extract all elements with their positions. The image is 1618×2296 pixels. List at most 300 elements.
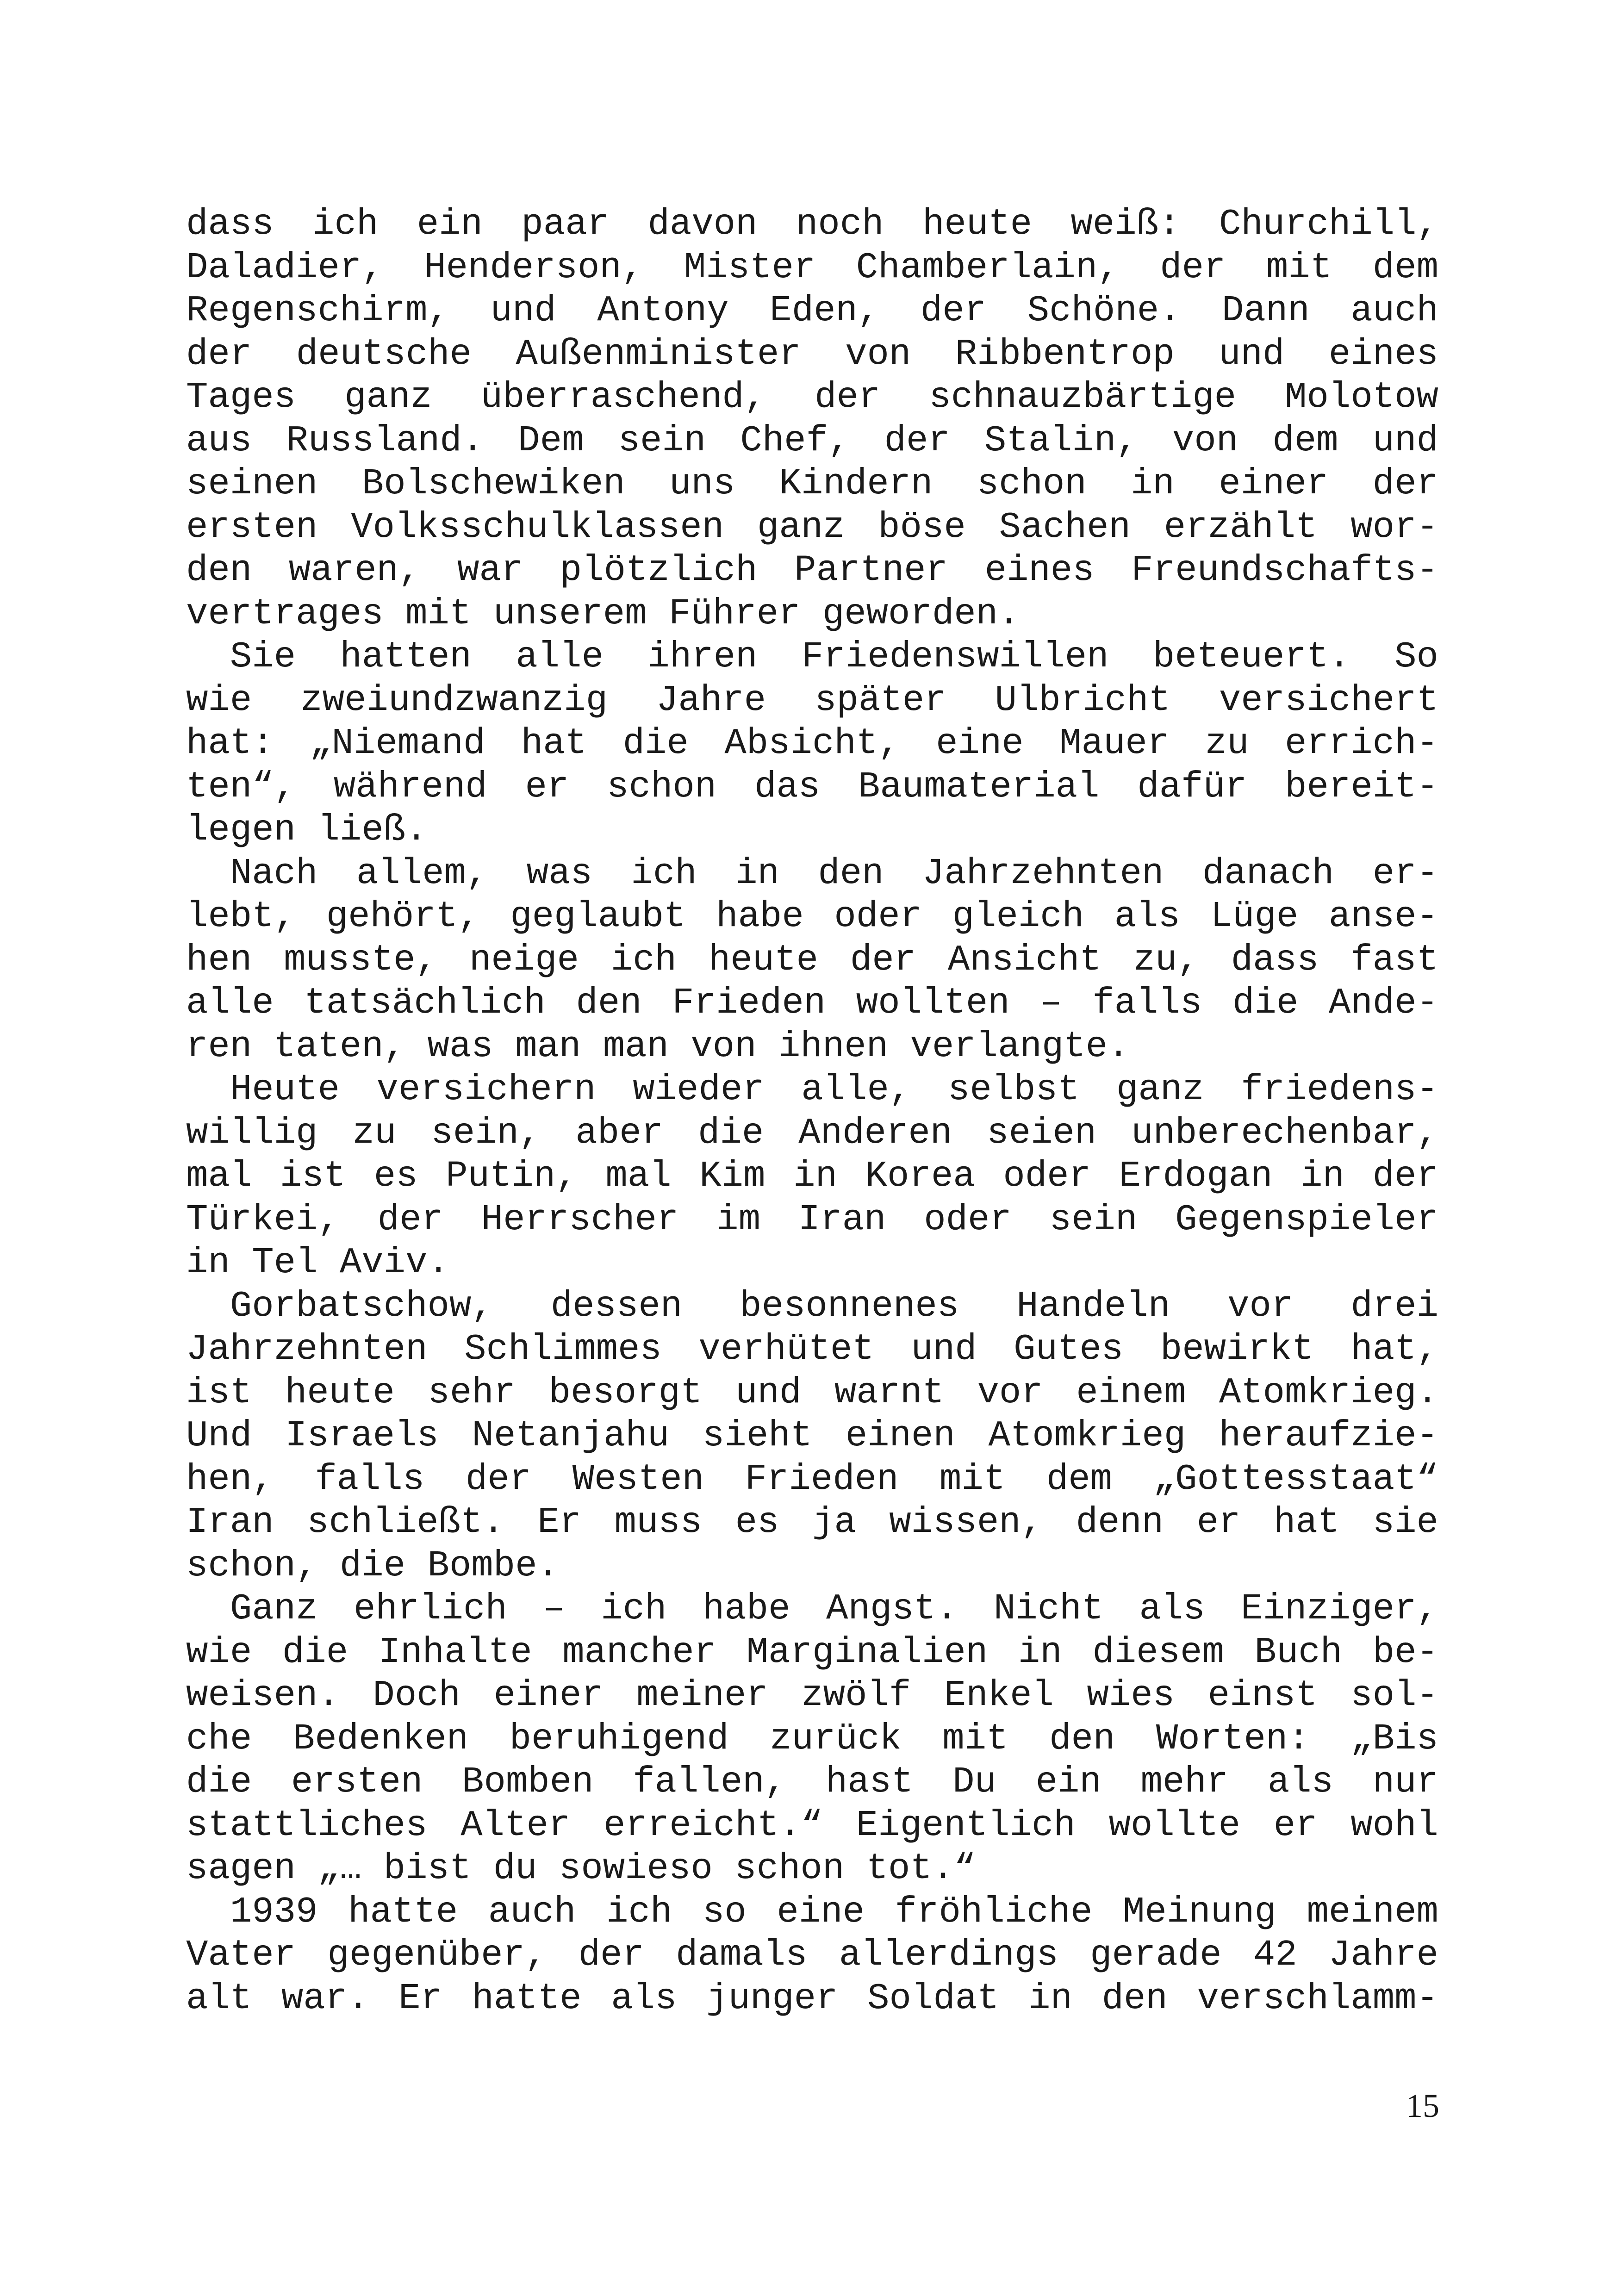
text-word: noch [796,203,884,245]
text-word: Baumaterial [858,765,1100,808]
text-word: versichert [1219,679,1438,721]
text-word: Dem [518,419,584,461]
text-word: plötzlich [560,549,758,591]
text-word: sehr [428,1371,516,1413]
text-word: beruhigend [509,1717,729,1760]
text-word: hat: [186,722,274,764]
text-word: von [1172,419,1238,461]
text-word: in [793,1155,837,1197]
text-word: eines [1328,333,1438,375]
text-word: Enkel [944,1674,1054,1716]
text-word: Frieden [672,982,826,1024]
text-word: erreicht.“ [603,1804,823,1846]
text-word: Außenminister [516,333,801,375]
text-word: nur [1372,1761,1438,1803]
text-word: erzählt [1164,506,1318,548]
text-word: hat [521,722,587,764]
text-word: – [543,1588,565,1630]
text-line [186,1501,1438,1544]
text-word: und [911,1328,977,1370]
text-word: wies [1087,1674,1175,1716]
text-word: später [815,679,946,721]
text-word: böse [878,506,966,548]
text-word: Gegenspieler [1175,1198,1438,1240]
text-word: besorgt [548,1371,703,1413]
text-word: ein [1035,1761,1101,1803]
text-word: Er [537,1501,582,1543]
text-word: heute [922,203,1033,245]
text-word: Schlimmes [464,1328,662,1370]
text-word: sieht [702,1415,812,1456]
text-word: seinen [186,463,318,504]
text-word: Jahrzehnten [186,1328,428,1370]
text-word: er- [1372,852,1438,894]
text-word: ganz [757,506,845,548]
text-word: die [622,722,689,764]
text-word: einer [1219,463,1329,504]
text-word: zu, [1133,939,1199,981]
text-word: Sie [186,636,296,678]
text-word: Iran [186,1501,274,1543]
text-word: ersten [186,506,318,548]
text-line [186,1761,1438,1804]
text-word: mit [942,1717,1008,1760]
text-word: mit [1266,246,1332,288]
text-word: – [1040,982,1062,1024]
text-word: war [457,549,523,591]
text-word: ja [812,1501,856,1543]
text-word: einem [1076,1371,1186,1413]
text-word: dem [1272,419,1338,461]
text-word: Schöne. [1027,290,1181,331]
text-word: allerdings [839,1934,1058,1976]
text-word: 1939 [186,1891,318,1933]
text-word: warnt [834,1371,944,1413]
text-word: Anderen [798,1112,952,1154]
text-word: mancher [562,1631,716,1673]
text-word: anse- [1328,896,1438,937]
text-word: vor [1227,1285,1294,1327]
text-word: Und [186,1415,252,1456]
text-word: was [526,852,592,894]
text-word: Alter [461,1804,571,1846]
text-word: Nicht [993,1588,1104,1630]
text-word: zweiundzwanzig [300,679,608,721]
text-word: Herrscher [481,1198,679,1240]
text-word: hat, [1350,1328,1438,1370]
text-word: sol- [1350,1674,1438,1716]
text-line [186,376,1438,419]
text-word: sein [1049,1198,1138,1240]
text-word: verschlamm- [1197,1977,1438,2019]
text-line [186,1587,1438,1631]
text-word: ich [606,1891,672,1933]
text-word: aus [186,419,252,461]
text-word: Atomkrieg [988,1415,1186,1456]
text-word: Dann [1222,290,1310,331]
text-word: wohl [1350,1804,1438,1846]
text-word: in [735,852,779,894]
text-word: denn [1076,1501,1164,1543]
text-word: aber [575,1112,664,1154]
text-word: zurück [770,1717,902,1760]
text-word: gehört, [326,896,480,937]
text-word: Molotow [1285,376,1438,418]
text-word: habe [702,1588,790,1630]
text-line [186,939,1438,982]
text-word: wor- [1350,506,1438,548]
text-word: Soldat [867,1977,999,2019]
text-word: in [1301,1155,1344,1197]
text-word: der [186,333,252,375]
text-word: Putin, [446,1155,578,1197]
text-word: den [1049,1717,1115,1760]
text-word: während [333,765,487,808]
text-word: muss [614,1501,703,1543]
text-word: mal [605,1155,672,1197]
text-word: wieder [633,1069,765,1110]
text-word: er [1273,1804,1318,1846]
text-word: oder [1003,1155,1091,1197]
text-word: unberechenbar, [1131,1112,1438,1154]
text-line [186,549,1438,592]
text-word: in [1028,1977,1072,2019]
text-word: hen [186,939,252,981]
text-word: als [611,1977,677,2019]
text-line [186,1631,1438,1674]
text-word: ihren [647,636,758,678]
text-line [186,333,1438,376]
text-word: sie [1372,1501,1438,1543]
text-word: Worten: [1156,1717,1310,1760]
text-word: errich- [1285,722,1438,764]
text-word: Lüge [1210,896,1299,937]
text-line [186,289,1438,333]
text-word: Ansicht [947,939,1101,981]
text-word: ist [280,1155,346,1197]
text-word: zu [1205,722,1249,764]
text-word: heute [285,1371,395,1413]
text-word: davon [647,203,758,245]
text-line [186,1934,1438,1977]
text-word: das [754,765,821,808]
text-word: Bomben [462,1761,594,1803]
text-word: Nach [186,852,318,894]
text-line [186,1717,1438,1761]
text-word: ein [417,203,483,245]
text-line [186,1371,1438,1415]
text-word: Eigentlich [856,1804,1076,1846]
text-word: und [490,290,556,331]
text-word: es [735,1501,779,1543]
text-word: die [282,1631,348,1673]
text-word: Ande- [1328,982,1438,1024]
text-line [186,679,1438,722]
text-word: dass [1231,939,1319,981]
text-word: alle, [801,1069,911,1110]
text-line [186,852,1438,896]
text-word: schon [607,765,717,808]
text-word: willig [186,1112,318,1154]
text-word: von [845,333,911,375]
text-word: Gorbatschow, [186,1285,493,1327]
text-word: Jahrzehnten [922,852,1164,894]
text-word: deutsche [296,333,472,375]
text-word: ganz [344,376,432,418]
text-word: eine [777,1891,865,1933]
text-word: dass [186,203,274,245]
text-word: tatsächlich [304,982,546,1024]
text-word: Frieden [745,1458,899,1500]
text-word: friedens- [1241,1069,1438,1110]
text-word: Kindern [779,463,933,504]
text-word: meinem [1307,1891,1438,1933]
text-word: Iran [798,1198,886,1240]
text-word: fast [1350,939,1438,981]
text-line [186,462,1438,506]
text-word: wie [186,1631,252,1673]
text-word: hatte [472,1977,582,2019]
text-word: im [716,1198,760,1240]
text-line [186,246,1438,290]
text-word: „Niemand [310,722,485,764]
text-word: alle [186,982,274,1024]
text-word: neige [469,939,579,981]
text-word: gerade [1090,1934,1222,1976]
text-word: Kim [699,1155,765,1197]
text-word: Chef, [740,419,850,461]
text-line: sagen „… bist du sowieso schon tot.“ [186,1848,976,1889]
text-word: Jahre [656,679,766,721]
text-word: Ribbentrop [955,333,1175,375]
text-word: Meinung [1123,1891,1276,1933]
text-word: Tages [186,376,296,418]
text-word: der [1372,463,1438,504]
text-word: Volksschulklassen [351,506,724,548]
text-word: bewirkt [1160,1328,1314,1370]
text-word: Gutes [1014,1328,1124,1370]
text-word: habe [716,896,804,937]
text-word: Freundschafts- [1131,549,1438,591]
text-line [186,1155,1438,1198]
text-word: auch [488,1891,576,1933]
text-word: so [702,1891,747,1933]
text-word: Mister [684,246,816,288]
text-line [186,1804,1438,1848]
text-word: junger [706,1977,838,2019]
text-word: Henderson, [424,246,644,288]
text-word: der [815,376,881,418]
text-word: ich [312,203,379,245]
text-word: mit [940,1458,1006,1500]
text-word: Bolschewiken [361,463,625,504]
text-word: zwölf [801,1674,911,1716]
text-word: Handeln [1016,1285,1170,1327]
text-word: vor [977,1371,1043,1413]
text-word: sein, [431,1112,541,1154]
text-word: geglaubt [510,896,686,937]
text-word: weiß: [1070,203,1181,245]
text-word: meiner [636,1674,768,1716]
text-word: waren, [288,549,421,591]
text-word: ten“, [186,765,296,808]
text-word: eines [984,549,1095,591]
text-word: den [818,852,884,894]
text-word: Antony [597,290,729,331]
text-word: er [1196,1501,1241,1543]
text-word: dem [1046,1458,1113,1500]
text-word: fallen, [633,1761,787,1803]
text-word: Israels [285,1415,439,1456]
text-word: mehr [1140,1761,1229,1803]
text-line: legen ließ. [186,809,428,851]
text-line [186,1198,1438,1242]
text-word: Eden, [770,290,880,331]
text-word: Sachen [999,506,1131,548]
text-word: hast [825,1761,914,1803]
text-word: den [1101,1977,1168,2019]
text-word: Chamberlain, [856,246,1120,288]
text-line [186,1068,1438,1112]
text-word: Atomkrieg. [1219,1371,1438,1413]
text-word: Einziger, [1241,1588,1438,1630]
text-word: die [1232,982,1299,1024]
text-word: lebt, [186,896,296,937]
text-line [186,765,1438,809]
text-word: dem [1372,246,1438,288]
text-word: Türkei, [186,1198,340,1240]
text-word: hen, [186,1458,274,1500]
text-word: oder [924,1198,1012,1240]
text-word: alle [516,636,604,678]
text-word: Marginalien [746,1631,988,1673]
text-line [186,1891,1438,1934]
text-word: 42 [1253,1934,1297,1976]
text-word: Netanjahu [472,1415,670,1456]
text-word: als [1267,1761,1334,1803]
text-word: ersten [291,1761,423,1803]
text-word: diesem [1092,1631,1224,1673]
page-number: 15 [1406,2087,1439,2124]
text-word: gleich [952,896,1084,937]
text-line [186,1458,1438,1501]
text-word: es [373,1155,418,1197]
text-word: einer [493,1674,604,1716]
text-line [186,982,1438,1025]
text-word: Korea [865,1155,975,1197]
text-line: ren taten, was man man von ihnen verlangte. [186,1025,1130,1067]
text-word: „Bis [1350,1717,1438,1760]
text-line [186,1674,1438,1717]
text-word: versichern [376,1069,596,1110]
text-word: und [1372,419,1438,461]
text-word: uns [669,463,735,504]
text-word: einst [1207,1674,1318,1716]
body-text [186,203,1438,2020]
text-word: er [525,765,569,808]
text-word: der [377,1198,443,1240]
text-word: be- [1372,1631,1438,1673]
text-word: Stalin, [984,419,1138,461]
text-word: paar [521,203,610,245]
text-line: schon, die Bombe. [186,1544,559,1587]
text-word: Bedenken [292,1717,469,1760]
text-word: die [698,1112,764,1154]
text-word: Mauer [1059,722,1170,764]
text-word: bereit- [1285,765,1438,808]
text-word: wissen, [889,1501,1043,1543]
text-word: Absicht, [724,722,900,764]
text-word: ich [601,1588,667,1630]
text-word: Angst. [826,1588,958,1630]
text-word: hat [1273,1501,1340,1543]
text-word: war. [281,1977,369,2019]
text-word: gegenüber, [327,1934,547,1976]
text-word: als [1139,1588,1205,1630]
text-line [186,1977,1438,2021]
text-word: einen [845,1415,955,1456]
text-word: Ganz [186,1588,318,1630]
text-word: Vater [186,1934,296,1976]
text-word: der [1372,1155,1438,1197]
text-word: drei [1350,1285,1438,1327]
text-word: danach [1202,852,1334,894]
text-word: wollten [856,982,1010,1024]
text-word: Jahre [1328,1934,1438,1976]
text-word: Ulbricht [995,679,1170,721]
text-word: stattliches [186,1804,428,1846]
text-word: auch [1350,290,1438,331]
text-word: der [920,290,987,331]
text-line [186,722,1438,765]
text-word: falls [315,1458,425,1500]
text-word: in [1018,1631,1062,1673]
text-line [186,1414,1438,1458]
text-word: oder [834,896,922,937]
text-word: hatte [348,1891,458,1933]
text-word: als [1114,896,1180,937]
text-line [186,506,1438,549]
text-word: che [186,1717,252,1760]
text-word: ehrlich [353,1588,507,1630]
text-word: weisen. [186,1674,340,1716]
text-line [186,1285,1438,1328]
text-word: ganz [1116,1069,1204,1110]
text-line [186,1328,1438,1371]
text-word: verhütet [698,1328,874,1370]
text-word: fröhliche [895,1891,1093,1933]
text-word: der [465,1458,532,1500]
text-word: Inhalte [378,1631,532,1673]
text-word: Churchill, [1219,203,1438,245]
text-line [186,419,1438,463]
text-word: dessen [550,1285,683,1327]
text-word: mal [186,1155,252,1197]
text-word: ich [610,939,677,981]
text-word: Partner [794,549,948,591]
text-word: ist [186,1371,252,1413]
text-word: dafür [1137,765,1247,808]
text-word: Buch [1254,1631,1343,1673]
text-word: damals [676,1934,808,1976]
text-line: vertrages mit unserem Führer geworden. [186,592,1020,635]
text-word: allem, [356,852,488,894]
text-word: So [1394,636,1438,678]
text-word: Regenschirm, [186,290,449,331]
text-word: und [1219,333,1285,375]
text-word: Er [398,1977,442,2019]
text-word: beteuert. [1153,636,1350,678]
